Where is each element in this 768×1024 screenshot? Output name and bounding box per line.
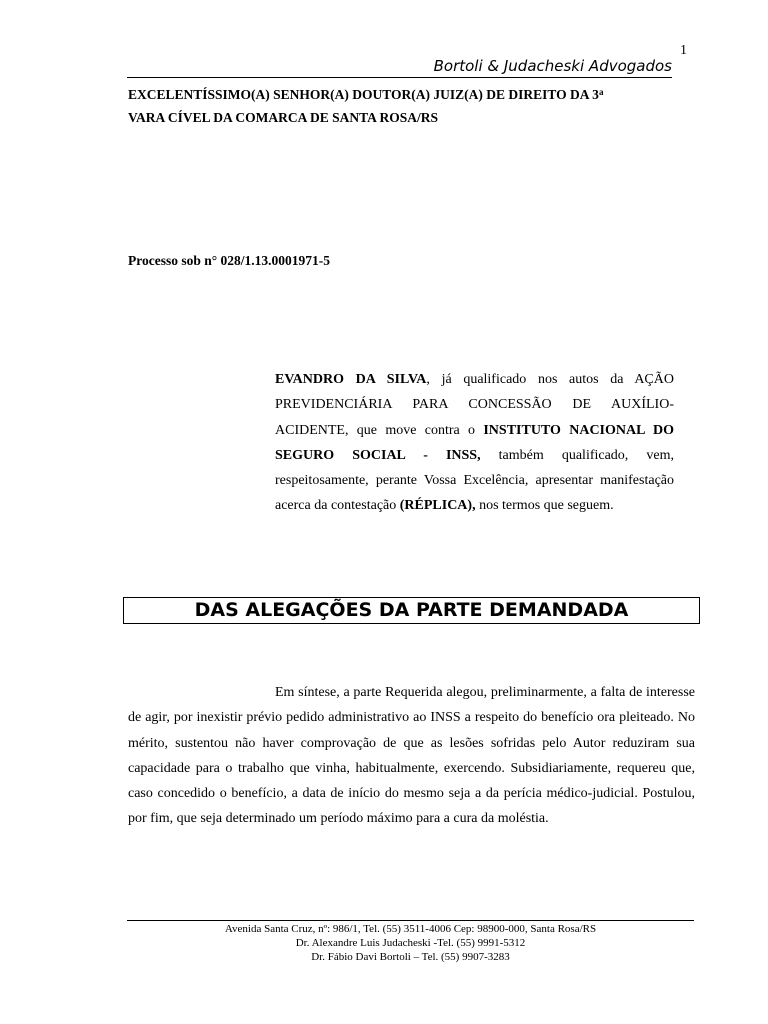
process-number: Processo sob n° 028/1.13.0001971-5 [128, 253, 331, 268]
section-title: DAS ALEGAÇÕES DA PARTE DEMANDADA [123, 597, 700, 624]
footer [127, 922, 694, 964]
page-number: 1 [680, 43, 687, 58]
header-divider [127, 77, 672, 78]
defendant-name: INSTITUTO NACIONAL DO SEGURO SOCIAL - INSS, [275, 422, 674, 463]
ordinal-superscript: a [598, 87, 604, 97]
intro-paragraph [275, 367, 674, 519]
intro-text-1: , já qualificado nos autos da AÇÃO PREVIDENCIÁRIA PARA CONCESSÃO DE AUXÍLIO-ACIDENTE, que move contra o [275, 372, 674, 438]
footer-divider [127, 920, 694, 921]
replica-label: (RÉPLICA), [399, 498, 476, 514]
party-name: EVANDRO DA SILVA [275, 372, 427, 387]
addressee-block [128, 83, 688, 129]
intro-text-3: nos termos que seguem. [475, 498, 614, 514]
footer-lawyer-1: Dr. Alexandre Luis Judacheski -Tel. (55) 9991-5312 [295, 937, 526, 949]
footer-lawyer-2: Dr. Fábio Davi Bortoli – Tel. (55) 9907-3283 [311, 951, 510, 963]
footer-address: Avenida Santa Cruz, nº: 986/1, Tel. (55) 3511-4006 Cep: 98900-000, Santa Rosa/RS [224, 923, 597, 935]
firm-header: Bortoli & Judacheski Advogados [433, 57, 672, 75]
intro-text-2: também qualificado, vem, respeitosamente, perante Vossa Excelência, apresentar manifestação acerca da contestação [275, 447, 674, 514]
addressee-line-1: EXCELENTÍSSIMO(A) SENHOR(A) DOUTOR(A) JUIZ(A) DE DIREITO DA 3 [128, 87, 599, 102]
addressee-line-2: VARA CÍVEL DA COMARCA DE SANTA ROSA/RS [128, 110, 439, 125]
body-paragraph: Em síntese, a parte Requerida alegou, preliminarmente, a falta de interesse de agir, por inexistir prévio pedido administrativo ao INSS a respeito do benefício ora pleiteado. No mérito, sustentou não haver comprovação de que as lesões sofridas pelo Autor reduziram sua capacidade para o trabalho que vinha, habitualmente, exercendo. Subsidiariamente, requereu que, caso concedido o benefício, a data de início do mesmo seja a da perícia médico-judicial. Postulou, por fim, que seja determinado um período máximo para a cura da moléstia. [128, 685, 695, 827]
